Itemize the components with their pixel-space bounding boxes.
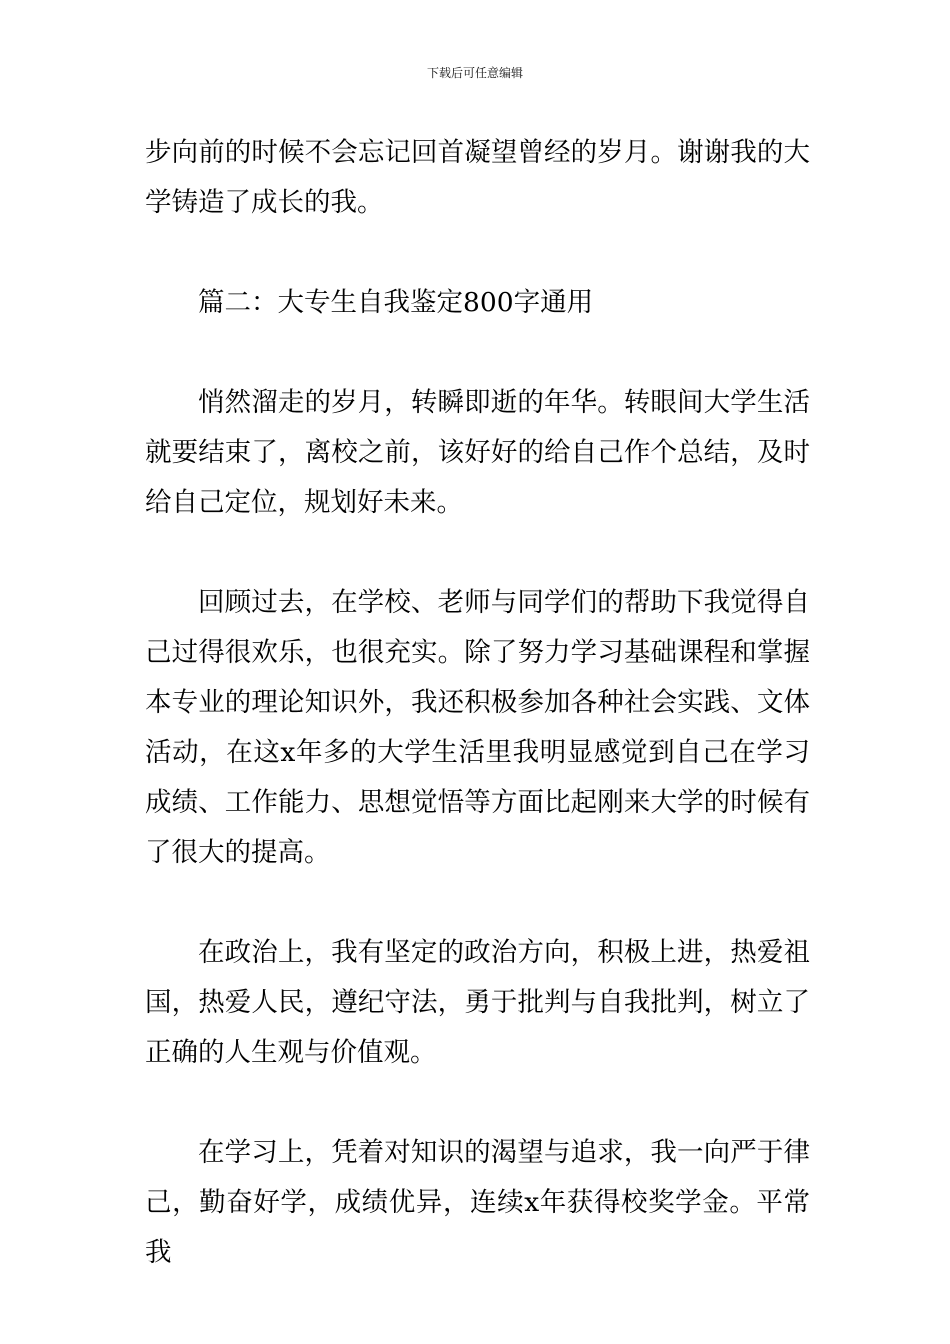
paragraph-study: 在学习上，凭着对知识的渴望与追求，我一向严于律己，勤奋好学，成绩优异，连续x年获得校奖学金。平常我 [145, 1137, 810, 1268]
paragraph-politics: 在政治上，我有坚定的政治方向，积极上进，热爱祖国，热爱人民，遵纪守法，勇于批判与自我批判，树立了正确的人生观与价值观。 [145, 937, 810, 1068]
document-body [145, 128, 810, 1278]
section-heading: 篇二：大专生自我鉴定800字通用 [198, 287, 594, 318]
page-header-note: 下载后可任意编辑 [426, 66, 523, 80]
paragraph-review: 回顾过去，在学校、老师与同学们的帮助下我觉得自己过得很欢乐，也很充实。除了努力学习基础课程和掌握本专业的理论知识外，我还积极参加各种社会实践、文体活动，在这x年多的大学生活里我明显感觉到自己在学习成绩、工作能力、思想觉悟等方面比起刚来大学的时候有了很大的提高。 [145, 587, 810, 868]
paragraph-intro: 悄然溜走的岁月，转瞬即逝的年华。转眼间大学生活就要结束了，离校之前，该好好的给自己作个总结，及时给自己定位，规划好未来。 [145, 387, 810, 518]
paragraph-continuation: 步向前的时候不会忘记回首凝望曾经的岁月。谢谢我的大学铸造了成长的我。 [145, 137, 810, 218]
